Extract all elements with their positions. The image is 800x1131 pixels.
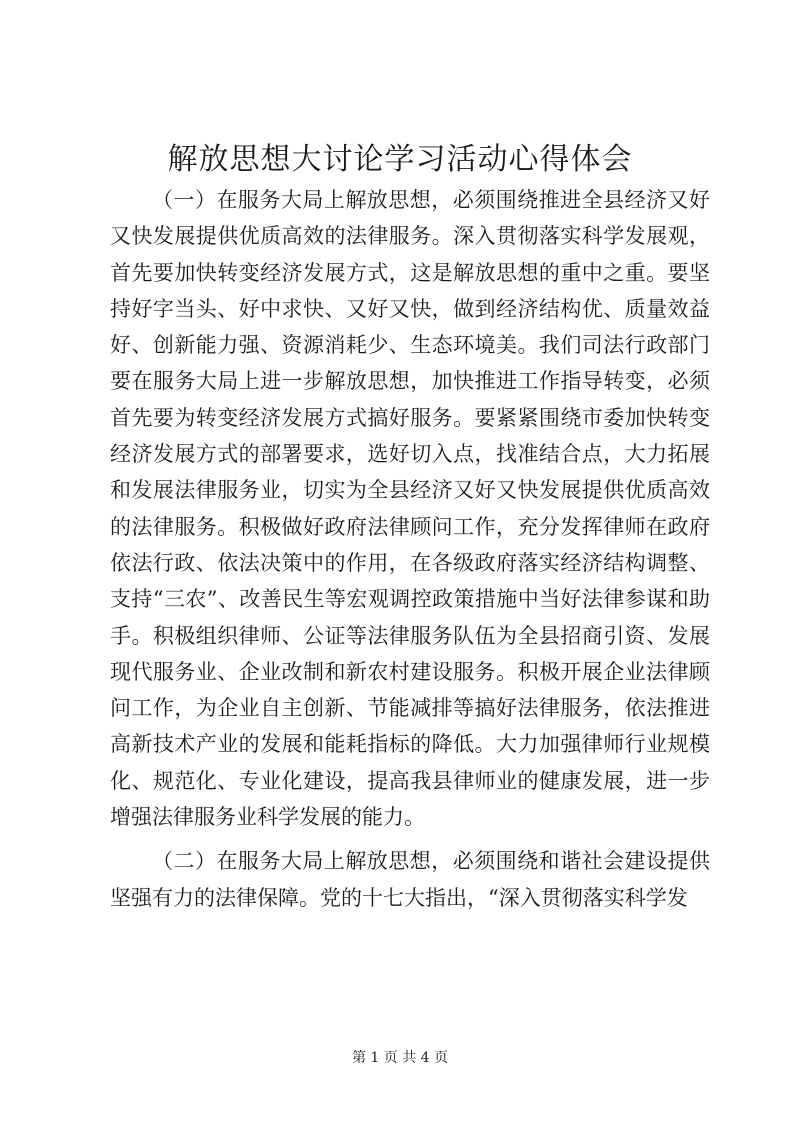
document-title: 解放思想大讨论学习活动心得体会 xyxy=(167,142,633,177)
document-body xyxy=(110,182,710,924)
paragraph-2: （二）在服务大局上解放思想，必须围绕和谐社会建设提供坚强有力的法律保障。党的十七大指出，“深入贯彻落实科学发 xyxy=(110,849,710,910)
page-footer: 第 1 页 共 4 页 xyxy=(351,1050,449,1066)
paragraph-1: （一）在服务大局上解放思想，必须围绕推进全县经济又好又快发展提供优质高效的法律服务。深入贯彻落实科学发展观，首先要加快转变经济发展方式，这是解放思想的重中之重。要坚持好字当头、好中求快、又好又快，做到经济结构优、质量效益好、创新能力强、资源消耗少、生态环境美。我们司法行政部门要在服务大局上进一步解放思想，加快推进工作指导转变，必须首先要为转变经济发展方式搞好服务。要紧紧围绕市委加快转变经济发展方式的部署要求，选好切入点，找准结合点，大力拓展和发展法律服务业，切实为全县经济又好又快发展提供优质高效的法律服务。积极做好政府法律顾问工作，充分发挥律师在政府依法行政、依法决策中的作用，在各级政府落实经济结构调整、支持“三农”、改善民生等宏观调控政策措施中当好法律参谋和助手。积极组织律师、公证等法律服务队伍为全县招商引资、发展现代服务业、企业改制和新农村建设服务。积极开展企业法律顾问工作，为企业自主创新、节能减排等搞好法律服务，依法推进高新技术产业的发展和能耗指标的降低。大力加强律师行业规模化、规范化、专业化建设，提高我县律师业的健康发展，进一步增强法律服务业科学发展的能力。 xyxy=(110,188,710,830)
